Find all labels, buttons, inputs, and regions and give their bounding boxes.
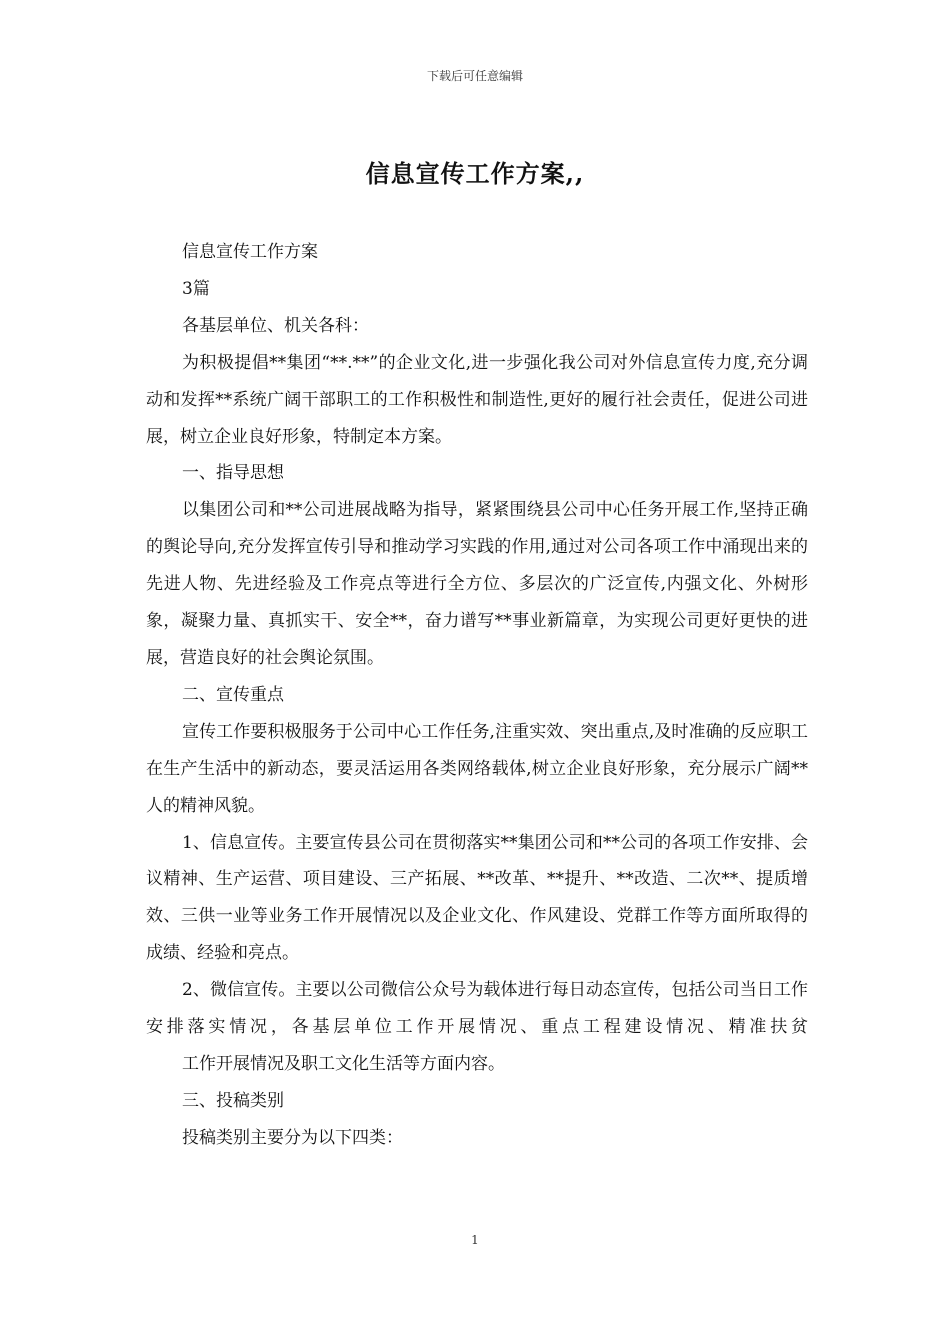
section-heading-guiding-thought: 一、指导思想: [182, 463, 284, 484]
paragraph-wechat-publicity: 2、微信宣传。主要以公司微信公众号为载体进行每日动态宣传，包括公司当日工作安排落实情况，各基层单位工作开展情况、重点工程建设情况、精准扶贫: [146, 980, 808, 1038]
paragraph-intro: 为积极提倡**集团“**.**”的企业文化,进一步强化我公司对外信息宣传力度,充分调动和发挥**系统广阔干部职工的工作积极性和制造性,更好的履行社会责任，促进公司进展，树立企业良好形象，特制定本方案。: [146, 352, 808, 447]
page-header: 下载后可任意编辑: [426, 69, 523, 83]
paragraph-count: 3篇: [182, 278, 210, 299]
document-title: 信息宣传工作方案,,: [365, 159, 585, 188]
paragraph-wechat-continued: 工作开展情况及职工文化生活等方面内容。: [182, 1053, 505, 1074]
page-number: 1: [471, 1233, 479, 1247]
paragraph-subtitle: 信息宣传工作方案: [182, 242, 318, 262]
section-heading-focus: 二、宣传重点: [182, 684, 284, 705]
paragraph-info-publicity: 1、信息宣传。主要宣传县公司在贯彻落实**集团公司和**公司的各项工作安排、会议精神、生产运营、项目建设、三产拓展、**改革、**提升、**改造、二次**、提质增效、三供一业等业务工作开展情况以及企业文化、作风建设、党群工作等方面所取得的成绩、经验和亮点。: [146, 832, 808, 964]
paragraph-salutation: 各基层单位、机关各科：: [182, 315, 369, 336]
document-body: [146, 234, 808, 1157]
paragraph-focus: 宣传工作要积极服务于公司中心工作任务,注重实效、突出重点,及时准确的反应职工在生产生活中的新动态，要灵活运用各类网络载体,树立企业良好形象，充分展示广阔**人的精神风貌。: [146, 721, 808, 816]
section-heading-categories: 三、投稿类别: [182, 1090, 284, 1111]
paragraph-guiding-thought: 以集团公司和**公司进展战略为指导，紧紧围绕县公司中心任务开展工作,坚持正确的舆论导向,充分发挥宣传引导和推动学习实践的作用,通过对公司各项工作中涌现出来的先进人物、先进经验及工作亮点等进行全方位、多层次的广泛宣传,内强文化、外树形象，凝聚力量、真抓实干、安全**，奋力谱写**事业新篇章，为实现公司更好更快的进展，营造良好的社会舆论氛围。: [146, 500, 808, 668]
paragraph-categories: 投稿类别主要分为以下四类：: [182, 1127, 403, 1148]
